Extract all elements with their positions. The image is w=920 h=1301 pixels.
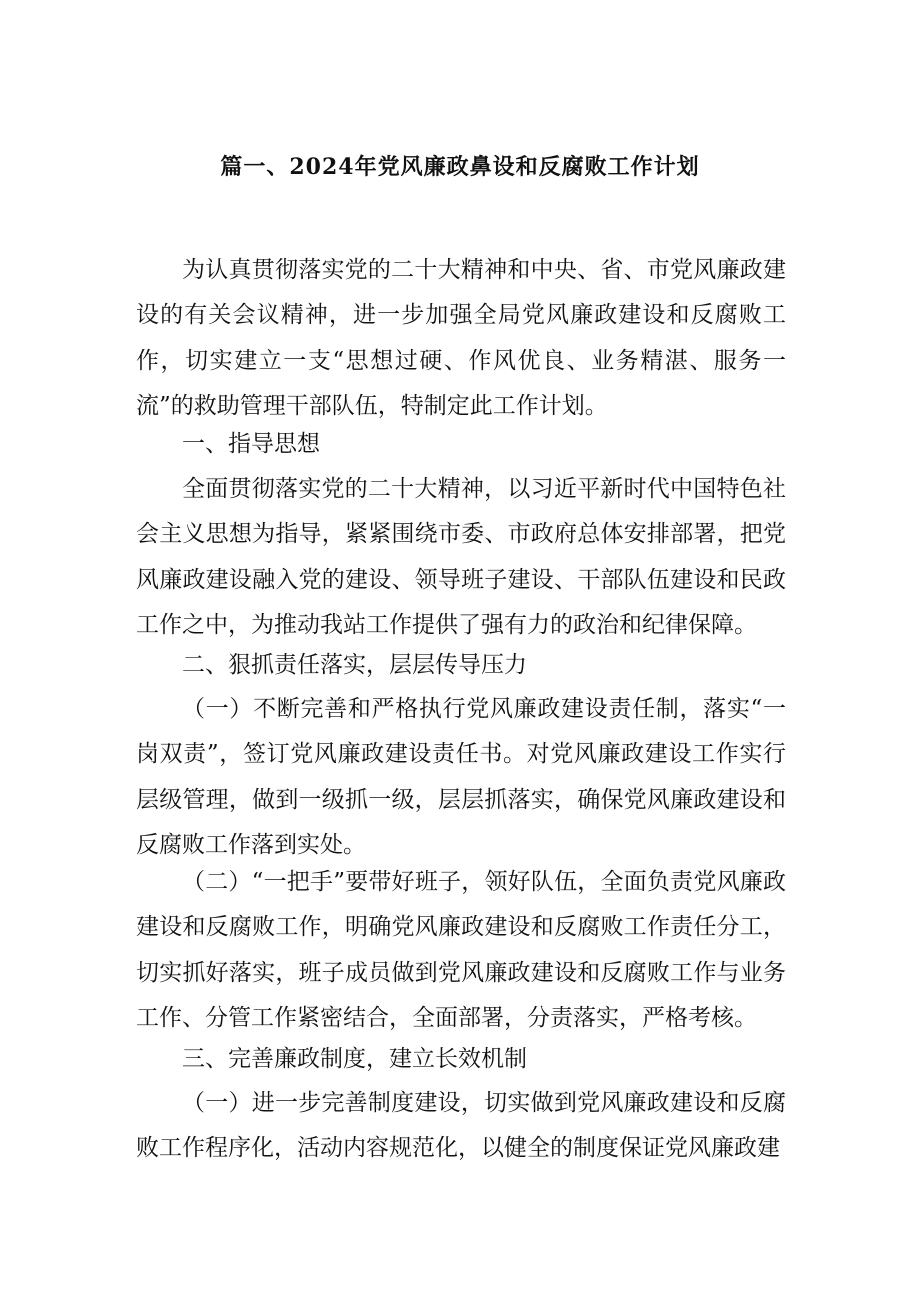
paragraph-integrity-system-1: （一）进一步完善制度建设，切实做到党风廉政建设和反腐败工作程序化，活动内容规范化，以健全的制度保证党风廉政建 (136, 1090, 786, 1162)
paragraph-responsibility-2: （二）“一把手”要带好班子，领好队伍，全面负责党风廉政建设和反腐败工作，明确党风廉政建设和反腐败工作责任分工，切实抓好落实，班子成员做到党风廉政建设和反腐败工作与业务工作、分管工作紧密结合，全面部署，分责落实，严格考核。 (136, 869, 786, 1031)
document-title: 篇一、2024年党风廉政鼻设和反腐败工作计划 (220, 154, 700, 180)
paragraph-responsibility-1: （一）不断完善和严格执行党风廉政建设责任制，落实“一岗双责”，签订党风廉政建设责任书。对党风廉政建设工作实行层级管理，做到一级抓一级，层层抓落实，确保党风廉政建设和反腐败工作落到实处。 (136, 696, 786, 858)
heading-responsibility: 二、狠抓责任落实，层层传导压力 (182, 652, 527, 678)
heading-integrity-system: 三、完善廉政制度，建立长效机制 (182, 1046, 527, 1072)
heading-guiding-ideology: 一、指导思想 (182, 431, 320, 457)
paragraph-intro: 为认真贯彻落实党的二十大精神和中央、省、市党风廉政建设的有关会议精神，进一步加强全局党风廉政建设和反腐败工作，切实建立一支“思想过硬、作风优良、业务精湛、服务一流”的救助管理干部队伍，特制定此工作计划。 (136, 257, 786, 419)
paragraph-guiding-ideology: 全面贯彻落实党的二十大精神，以习近平新时代中国特色社会主义思想为指导，紧紧围绕市委、市政府总体安排部署，把党风廉政建设融入党的建设、领导班子建设、干部队伍建设和民政工作之中，为推动我站工作提供了强有力的政治和纪律保障。 (136, 476, 786, 638)
